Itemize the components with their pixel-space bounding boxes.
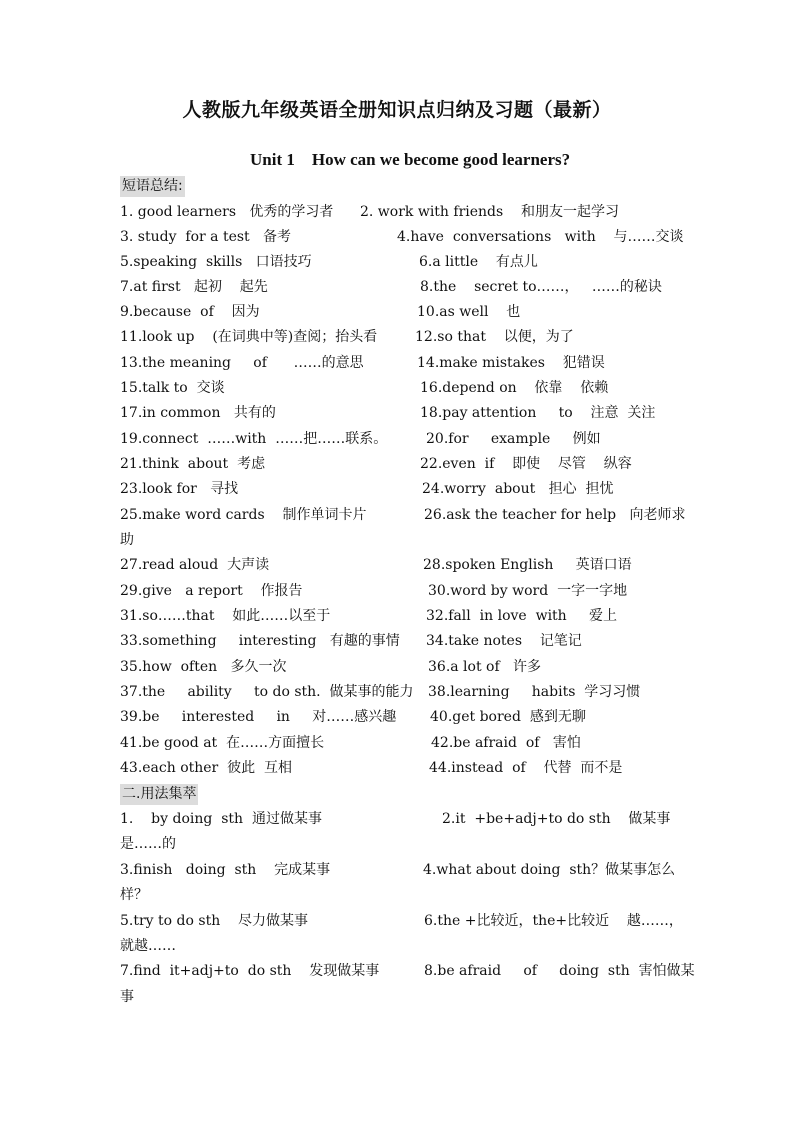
- document-title: 人教版九年级英语全册知识点归纳及习题（最新）: [182, 99, 612, 121]
- list-item: 11.look up (在词典中等)查阅；抬头看 12.so that 以便，为了: [120, 329, 574, 345]
- unit-heading: Unit 1 How can we become good learners?: [250, 150, 571, 169]
- list-item: 7.find it+adj+to do sth 发现做某事 8.be afraid of doing sth 害怕做某: [120, 963, 695, 979]
- list-item-continuation: 就越……: [120, 938, 176, 954]
- list-item: 27.read aloud 大声读 28.spoken English 英语口语: [120, 557, 632, 573]
- list-item: 3.finish doing sth 完成某事 4.what about doing sth？做某事怎么: [120, 862, 676, 878]
- list-item-continuation: 样？: [120, 887, 148, 903]
- list-item: 39.be interested in 对……感兴趣 40.get bored 感到无聊: [120, 709, 586, 725]
- list-item: 43.each other 彼此 互相 44.instead of 代替 而不是: [120, 760, 623, 776]
- list-item-continuation: 助: [120, 532, 134, 548]
- list-item: 37.the ability to do sth. 做某事的能力 38.learning habits 学习习惯: [120, 684, 641, 700]
- list-item: 15.talk to 交谈 16.depend on 依靠 依赖: [120, 380, 609, 396]
- usage-section-heading: 二.用法集萃: [120, 784, 198, 805]
- list-item: 35.how often 多久一次 36.a lot of 许多: [120, 659, 542, 675]
- list-item: 29.give a report 作报告 30.word by word 一字一字地: [120, 583, 628, 599]
- list-item: 19.connect ……with ……把……联系。 20.for example 例如: [120, 431, 601, 447]
- list-item: 31.so……that 如此……以至于 32.fall in love with 爱上: [120, 608, 617, 624]
- phrases-section-heading: 短语总结:: [120, 176, 185, 197]
- list-item: 1. good learners 优秀的学习者 2. work with friends 和朋友一起学习: [120, 204, 619, 220]
- list-item: 9.because of 因为 10.as well 也: [120, 304, 521, 320]
- list-item: 5.speaking skills 口语技巧 6.a little 有点儿: [120, 254, 538, 270]
- list-item: 1. by doing sth 通过做某事 2.it +be+adj+to do sth 做某事: [120, 811, 671, 827]
- list-item: 21.think about 考虑 22.even if 即使 尽管 纵容: [120, 456, 632, 472]
- list-item: 5.try to do sth 尽力做某事 6.the +比较近，the+比较近 越……，: [120, 913, 683, 929]
- list-item: 7.at first 起初 起先 8.the secret to……， ……的秘诀: [120, 279, 662, 295]
- list-item: 13.the meaning of ……的意思 14.make mistakes 犯错误: [120, 355, 605, 371]
- list-item: 33.something interesting 有趣的事情 34.take notes 记笔记: [120, 633, 582, 649]
- list-item: 41.be good at 在……方面擅长 42.be afraid of 害怕: [120, 735, 581, 751]
- list-item: 23.look for 寻找 24.worry about 担心 担忧: [120, 481, 614, 497]
- list-item-continuation: 是……的: [120, 836, 176, 852]
- list-item: 25.make word cards 制作单词卡片 26.ask the teacher for help 向老师求: [120, 507, 686, 523]
- list-item-continuation: 事: [120, 989, 134, 1005]
- list-item: 17.in common 共有的 18.pay attention to 注意 关注: [120, 405, 656, 421]
- list-item: 3. study for a test 备考 4.have conversations with 与……交谈: [120, 229, 684, 245]
